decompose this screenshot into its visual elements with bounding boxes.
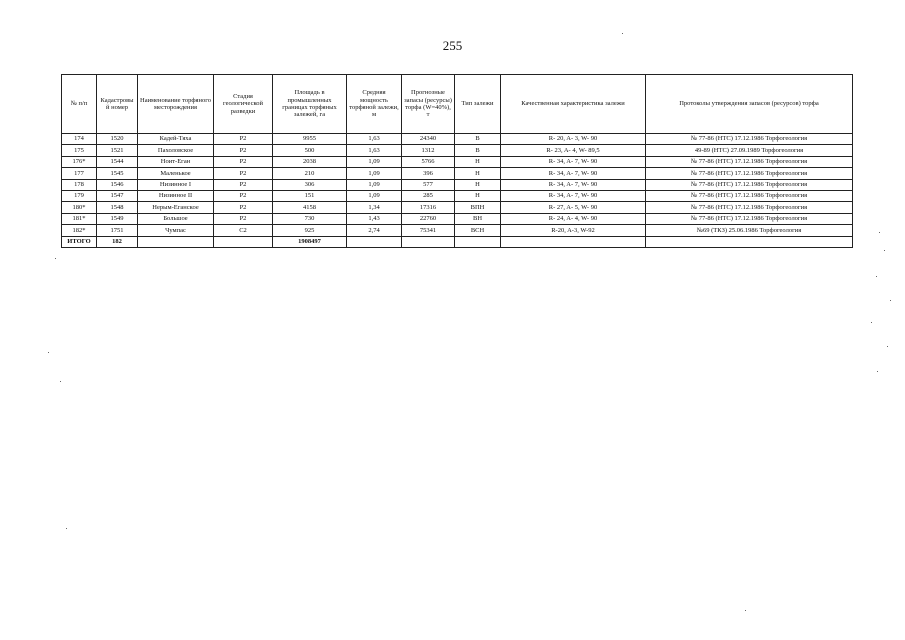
- table-cell: 24340: [402, 134, 455, 145]
- total-label: ИТОГО: [62, 236, 97, 247]
- table-cell: 180*: [62, 202, 97, 213]
- table-cell: № 77-86 (НТС) 17.12.1986 Торфогеология: [646, 134, 853, 145]
- table-cell: 176*: [62, 156, 97, 167]
- table-cell: R- 34, A- 7, W- 90: [501, 190, 646, 201]
- table-cell: 49-89 (НТС) 27.09.1989 Торфогеология: [646, 145, 853, 156]
- table-cell: Н: [455, 168, 501, 179]
- table-cell: 730: [273, 213, 347, 224]
- table-cell: Кадей-Тяха: [138, 134, 214, 145]
- table-cell: P2: [214, 190, 273, 201]
- table-cell: [347, 236, 402, 247]
- table-row: [62, 168, 853, 179]
- table-cell: 210: [273, 168, 347, 179]
- table-cell: 9955: [273, 134, 347, 145]
- table-cell: R- 24, A- 4, W- 90: [501, 213, 646, 224]
- table-cell: 1547: [97, 190, 138, 201]
- table-cell: №69 (ТКЗ) 25.06.1986 Торфогеология: [646, 225, 853, 236]
- table-cell: [455, 236, 501, 247]
- table-cell: 17316: [402, 202, 455, 213]
- total-area: 1908497: [273, 236, 347, 247]
- table-cell: 2038: [273, 156, 347, 167]
- table-cell: R- 34, A- 7, W- 90: [501, 179, 646, 190]
- table-cell: 1,34: [347, 202, 402, 213]
- table-cell: R-20, A-3, W-92: [501, 225, 646, 236]
- table-cell: 179: [62, 190, 97, 201]
- column-header: Прогнозные запасы (ресурсы) торфа (W=40%), т: [402, 75, 455, 134]
- table-cell: Пахоловское: [138, 145, 214, 156]
- table-cell: В: [455, 134, 501, 145]
- column-header: № п/п: [62, 75, 97, 134]
- table-cell: 1,63: [347, 145, 402, 156]
- table-row: [62, 179, 853, 190]
- table-cell: 396: [402, 168, 455, 179]
- table-cell: ВСН: [455, 225, 501, 236]
- table-cell: 577: [402, 179, 455, 190]
- column-header: Наименование торфяного месторождения: [138, 75, 214, 134]
- table-cell: 1549: [97, 213, 138, 224]
- table-row: [62, 202, 853, 213]
- column-header: Кадастровы й номер: [97, 75, 138, 134]
- table-cell: Ноит-Еган: [138, 156, 214, 167]
- table-cell: 22760: [402, 213, 455, 224]
- table-cell: 75341: [402, 225, 455, 236]
- table-cell: № 77-86 (НТС) 17.12.1986 Торфогеология: [646, 168, 853, 179]
- table-cell: ВПН: [455, 202, 501, 213]
- table-header-row: [62, 75, 853, 134]
- column-header: Стадия геологической разведки: [214, 75, 273, 134]
- table-cell: 1,63: [347, 134, 402, 145]
- table-cell: 5766: [402, 156, 455, 167]
- table-cell: R- 34, A- 7, W- 90: [501, 168, 646, 179]
- table-cell: P2: [214, 213, 273, 224]
- table-cell: 1312: [402, 145, 455, 156]
- table-cell: 1,09: [347, 179, 402, 190]
- table-cell: [138, 236, 214, 247]
- table-cell: [501, 236, 646, 247]
- table-row: [62, 213, 853, 224]
- table-cell: Н: [455, 156, 501, 167]
- table-cell: R- 23, A- 4, W- 89,5: [501, 145, 646, 156]
- table-cell: № 77-86 (НТС) 17.12.1986 Торфогеология: [646, 156, 853, 167]
- column-header: Качественная характеристика залежи: [501, 75, 646, 134]
- table-cell: 174: [62, 134, 97, 145]
- table-cell: C2: [214, 225, 273, 236]
- table-cell: Низинное II: [138, 190, 214, 201]
- table-cell: 175: [62, 145, 97, 156]
- table-cell: 1,09: [347, 156, 402, 167]
- table-cell: 2,74: [347, 225, 402, 236]
- table-cell: В: [455, 145, 501, 156]
- table-cell: P2: [214, 156, 273, 167]
- column-header: Площадь в промышленных границах торфяных залежей, га: [273, 75, 347, 134]
- column-header: Тип залежи: [455, 75, 501, 134]
- table-cell: R- 20, A- 3, W- 90: [501, 134, 646, 145]
- table-cell: [402, 236, 455, 247]
- table-cell: 1521: [97, 145, 138, 156]
- table-cell: № 77-86 (НТС) 17.12.1986 Торфогеология: [646, 213, 853, 224]
- table-cell: Н: [455, 179, 501, 190]
- table-cell: 1,09: [347, 190, 402, 201]
- table-cell: P2: [214, 168, 273, 179]
- table-cell: 285: [402, 190, 455, 201]
- total-count: 182: [97, 236, 138, 247]
- table-row: [62, 134, 853, 145]
- table-cell: 1544: [97, 156, 138, 167]
- total-row: [62, 236, 853, 247]
- table-cell: [214, 236, 273, 247]
- table-cell: R- 27, A- 5, W- 90: [501, 202, 646, 213]
- table-cell: 151: [273, 190, 347, 201]
- column-header: Средняя мощность торфяной залежи, м: [347, 75, 402, 134]
- table-cell: 925: [273, 225, 347, 236]
- table-cell: № 77-86 (НТС) 17.12.1986 Торфогеология: [646, 190, 853, 201]
- table-cell: Нерым-Еганское: [138, 202, 214, 213]
- table-cell: P2: [214, 202, 273, 213]
- table-cell: Большое: [138, 213, 214, 224]
- table-cell: ВН: [455, 213, 501, 224]
- table-cell: 1,09: [347, 168, 402, 179]
- table-cell: 178: [62, 179, 97, 190]
- table-cell: 4158: [273, 202, 347, 213]
- table-cell: [646, 236, 853, 247]
- table-row: [62, 225, 853, 236]
- table-cell: 500: [273, 145, 347, 156]
- table-cell: P2: [214, 134, 273, 145]
- table-cell: 1546: [97, 179, 138, 190]
- table-cell: Н: [455, 190, 501, 201]
- table-cell: P2: [214, 145, 273, 156]
- table-cell: Низинное I: [138, 179, 214, 190]
- table-cell: 1548: [97, 202, 138, 213]
- table-cell: 1545: [97, 168, 138, 179]
- table-cell: Маленькое: [138, 168, 214, 179]
- table-cell: № 77-86 (НТС) 17.12.1986 Торфогеология: [646, 179, 853, 190]
- table-body: [62, 134, 853, 248]
- table-cell: Чумпас: [138, 225, 214, 236]
- table-cell: 182*: [62, 225, 97, 236]
- table-row: [62, 145, 853, 156]
- table-cell: 1751: [97, 225, 138, 236]
- table-cell: 1,43: [347, 213, 402, 224]
- table-row: [62, 156, 853, 167]
- table-cell: P2: [214, 179, 273, 190]
- table-cell: 181*: [62, 213, 97, 224]
- table-cell: 1520: [97, 134, 138, 145]
- peat-deposits-table: [61, 74, 853, 248]
- table-cell: R- 34, A- 7, W- 90: [501, 156, 646, 167]
- table-cell: 177: [62, 168, 97, 179]
- table-row: [62, 190, 853, 201]
- column-header: Протоколы утверждения запасов (ресурсов) торфа: [646, 75, 853, 134]
- table-cell: № 77-86 (НТС) 17.12.1986 Торфогеология: [646, 202, 853, 213]
- page-number: 255: [442, 38, 463, 53]
- table-cell: 306: [273, 179, 347, 190]
